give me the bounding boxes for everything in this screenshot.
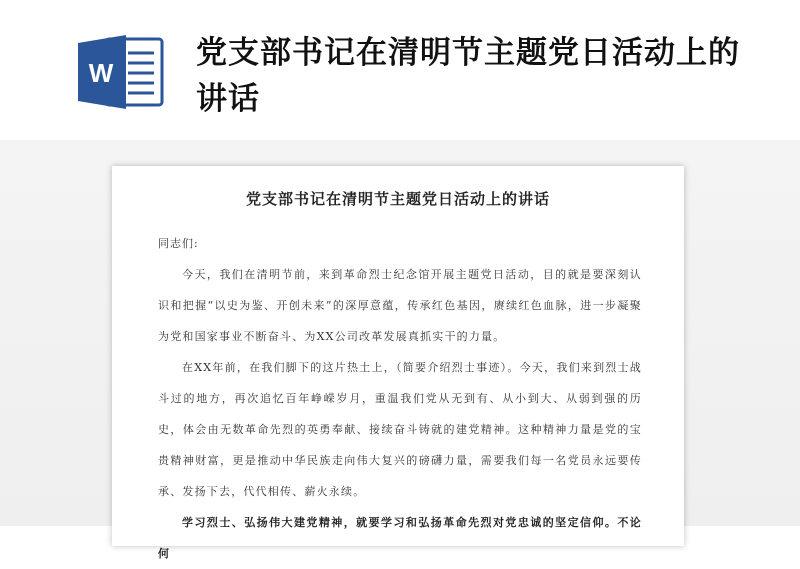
- paragraph-bold: 学习烈士、弘扬伟大建党精神，就要学习和弘扬革命先烈对党忠诚的坚定信仰。不论何: [158, 516, 642, 560]
- paragraph: 在XX年前，在我们脚下的这片热土上，（简要介绍烈士事迹）。今天，我们来到烈士战斗过的地方，再次追忆百年峥嵘岁月，重温我们党从无到有、从小到大、从弱到强的历史，体会由无数革命先烈的英勇奉献、接续奋斗铸就的建党精神。这种精神力量是党的宝贵精神财富，更是推动中华民族走向伟大复兴的磅礴力量，需要我们每一名党员永远要传承、发扬下去，代代相传、薪火永续。: [158, 361, 642, 498]
- header: [0, 0, 800, 140]
- page-title: 党支部书记在清明节主题党日活动上的讲话: [196, 35, 740, 117]
- salutation: 同志们:: [158, 237, 199, 250]
- paragraph: 今天，我们在清明节前，来到革命烈士纪念馆开展主题党日活动，目的就是要深刻认识和把握“以史为鉴、开创未来”的深厚意蕴，传承红色基因，赓续红色血脉，进一步凝聚为党和国家事业不断奋斗、为XX公司改革发展真抓实干的力量。: [158, 268, 642, 343]
- word-icon-letter: W: [88, 58, 114, 88]
- document-page: [112, 166, 684, 560]
- document-title: 党支部书记在清明节主题党日活动上的讲话: [245, 190, 550, 208]
- document-body: [158, 228, 642, 569]
- word-document-icon: [76, 33, 166, 111]
